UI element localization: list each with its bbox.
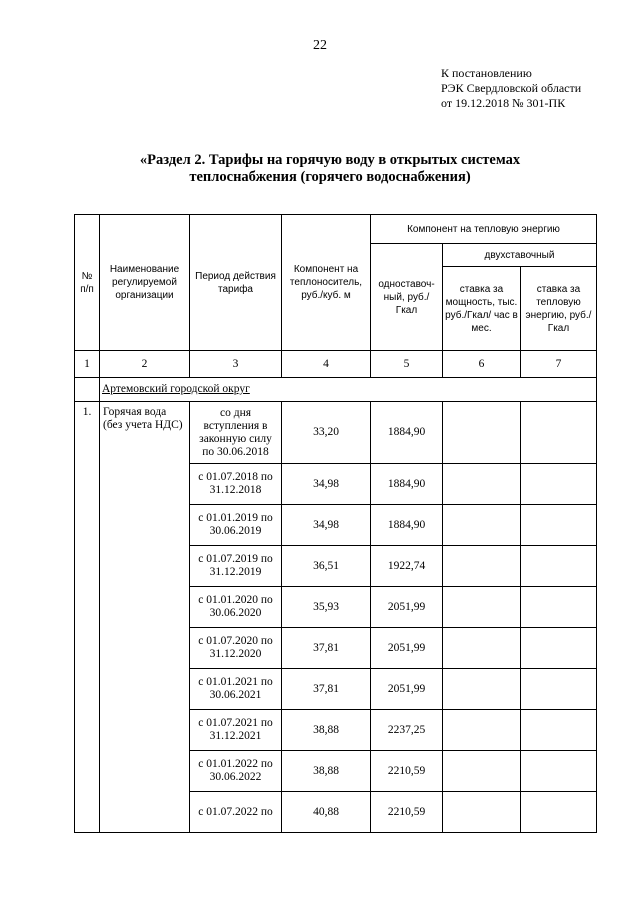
column-number: 7 [521, 351, 597, 378]
reference-block [441, 66, 581, 111]
carrier-cell: 40,88 [282, 792, 371, 833]
carrier-cell: 33,20 [282, 402, 371, 464]
one-rate-cell: 2210,59 [371, 792, 443, 833]
power-rate-cell [443, 587, 521, 628]
carrier-cell: 36,51 [282, 546, 371, 587]
section-num-cell [75, 378, 100, 402]
period-cell: с 01.01.2021 по 30.06.2021 [190, 669, 282, 710]
energy-rate-cell [521, 669, 597, 710]
section-row [75, 378, 597, 402]
energy-rate-cell [521, 464, 597, 505]
power-rate-cell [443, 792, 521, 833]
one-rate-cell: 2051,99 [371, 669, 443, 710]
carrier-cell: 37,81 [282, 628, 371, 669]
one-rate-cell: 2051,99 [371, 628, 443, 669]
period-cell: с 01.07.2022 по [190, 792, 282, 833]
header-power-rate: ставка за мощность, тыс. руб./Гкал/ час в мес. [443, 267, 521, 351]
one-rate-cell: 2210,59 [371, 751, 443, 792]
carrier-cell: 37,81 [282, 669, 371, 710]
power-rate-cell [443, 546, 521, 587]
one-rate-cell: 1884,90 [371, 505, 443, 546]
carrier-cell: 38,88 [282, 710, 371, 751]
column-number: 1 [75, 351, 100, 378]
carrier-cell: 34,98 [282, 464, 371, 505]
period-cell: с 01.01.2019 по 30.06.2019 [190, 505, 282, 546]
power-rate-cell [443, 710, 521, 751]
section-name: Артемовский городской округ [100, 378, 597, 402]
one-rate-cell: 2237,25 [371, 710, 443, 751]
period-cell: со дня вступления в законную силу по 30.06.2018 [190, 402, 282, 464]
column-number: 3 [190, 351, 282, 378]
tariffs-table [74, 214, 597, 833]
power-rate-cell [443, 669, 521, 710]
power-rate-cell [443, 751, 521, 792]
carrier-cell: 34,98 [282, 505, 371, 546]
carrier-cell: 38,88 [282, 751, 371, 792]
period-cell: с 01.07.2021 по 31.12.2021 [190, 710, 282, 751]
energy-rate-cell [521, 402, 597, 464]
column-number: 2 [100, 351, 190, 378]
item-number: 1. [75, 402, 100, 833]
period-cell: с 01.07.2018 по 31.12.2018 [190, 464, 282, 505]
power-rate-cell [443, 402, 521, 464]
header-num: № п/п [75, 215, 100, 351]
energy-rate-cell [521, 792, 597, 833]
column-numbers-row [75, 351, 597, 378]
header-energy-component: Компонент на тепловую энергию [371, 215, 597, 244]
one-rate-cell: 1922,74 [371, 546, 443, 587]
section-title [100, 152, 560, 186]
column-number: 5 [371, 351, 443, 378]
energy-rate-cell [521, 710, 597, 751]
header-organization: Наименование регулируемой организации [100, 215, 190, 351]
power-rate-cell [443, 628, 521, 669]
energy-rate-cell [521, 628, 597, 669]
header-carrier-component: Компонент на теплоноситель, руб./куб. м [282, 215, 371, 351]
reference-line-1: К постановлению [441, 66, 532, 80]
column-number: 6 [443, 351, 521, 378]
energy-rate-cell [521, 587, 597, 628]
header-two-rate: двухставочный [443, 244, 597, 267]
header-period: Период действия тарифа [190, 215, 282, 351]
period-cell: с 01.01.2022 по 30.06.2022 [190, 751, 282, 792]
page-number: 22 [313, 38, 327, 53]
one-rate-cell: 2051,99 [371, 587, 443, 628]
power-rate-cell [443, 505, 521, 546]
section-title-line-2: теплоснабжения (горячего водоснабжения) [189, 169, 471, 185]
reference-line-3: от 19.12.2018 № 301-ПК [441, 96, 566, 110]
period-cell: с 01.07.2019 по 31.12.2019 [190, 546, 282, 587]
period-cell: с 01.07.2020 по 31.12.2020 [190, 628, 282, 669]
column-number: 4 [282, 351, 371, 378]
energy-rate-cell [521, 546, 597, 587]
one-rate-cell: 1884,90 [371, 402, 443, 464]
header-one-rate: одноставоч-ный, руб./Гкал [371, 244, 443, 351]
one-rate-cell: 1884,90 [371, 464, 443, 505]
header-energy-rate: ставка за тепловую энергию, руб./Гкал [521, 267, 597, 351]
section-title-line-1: «Раздел 2. Тарифы на горячую воду в открытых системах [139, 152, 521, 168]
energy-rate-cell [521, 505, 597, 546]
energy-rate-cell [521, 751, 597, 792]
reference-line-2: РЭК Свердловской области [441, 81, 582, 95]
period-cell: с 01.01.2020 по 30.06.2020 [190, 587, 282, 628]
item-name: Горячая вода (без учета НДС) [100, 402, 190, 833]
power-rate-cell [443, 464, 521, 505]
table-row [75, 402, 597, 464]
carrier-cell: 35,93 [282, 587, 371, 628]
